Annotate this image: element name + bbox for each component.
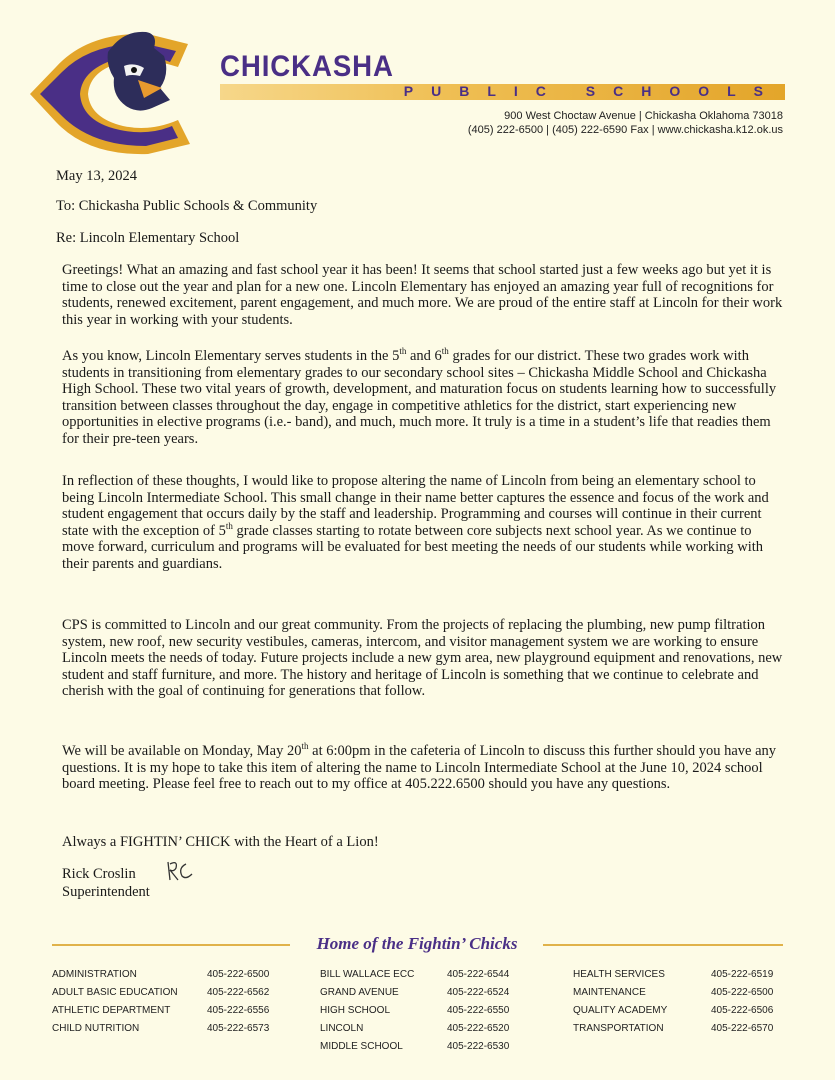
footer-rule — [52, 944, 290, 946]
signature-initials — [164, 858, 194, 884]
directory-row — [573, 984, 774, 1002]
text-span: As you know, Lincoln Elementary serves students in the 5 — [62, 348, 400, 364]
letter-recipient: To: Chickasha Public Schools & Community — [56, 198, 318, 214]
department-phone: 405-222-6519 — [711, 969, 774, 980]
paragraph-proposal — [62, 473, 784, 572]
address-line: 900 West Choctaw Avenue | Chickasha Oklahoma 73018 — [504, 110, 783, 122]
directory-row — [320, 1002, 510, 1020]
text-span: In reflection of these thoughts, I would like to propose altering the name of Lincoln from being an elementary school to being Lincoln Intermediate School. This small change in their name better captures the essence and focus of the work and student engagement that occurs daily by the staff and leadership. Programming and courses will continue in their current state with the exception of 5 — [62, 473, 769, 539]
directory-row — [320, 1038, 510, 1056]
text-span: and 6 — [406, 348, 442, 364]
department-name: MIDDLE SCHOOL — [320, 1041, 403, 1052]
ordinal-suffix: th — [225, 520, 233, 531]
directory-row — [52, 1020, 270, 1038]
text-span: grades for our district. These two grades work with students in transitioning from elementary grades to our secondary school sites – Chickasha Middle School and Chickasha High School. These two vital years of growth, development, and maturation focus on students learning how to successfully transition between classes throughout the day, engage in competitive athletics for the district, start experiencing new opportunities in elective programs (i.e.- band), and much, much more. It truly is a time in a student’s life that readies them for their pre-teen years. — [62, 348, 777, 447]
text-span: at 6:00pm in the cafeteria of Lincoln to discuss this further should you have any questions. It is my hope to take this item of altering the name to Lincoln Intermediate School at the June 10, 2024 school board meeting. Please feel free to reach out to my office at 405.222.6500 should you have any questions. — [62, 743, 777, 792]
paragraph-commitment: CPS is committed to Lincoln and our great community. From the projects of replacing the plumbing, new pump filtration system, new roof, new security vestibules, cameras, intercom, and visitor management system we are working to ensure Lincoln meets the needs of today. Future projects include a new gym area, new playground equipment and renovations, new student and staff furniture, and more. The history and heritage of Lincoln is something that we continue to celebrate and cherish with the goal of continuing for generations that follow. — [62, 617, 783, 699]
signer-name: Rick Croslin — [62, 866, 136, 882]
directory-row — [52, 966, 270, 984]
department-name: MAINTENANCE — [573, 987, 646, 998]
directory-column-2 — [320, 966, 510, 1056]
department-phone: 405-222-6500 — [711, 987, 774, 998]
directory-row — [320, 1020, 510, 1038]
department-name: LINCOLN — [320, 1023, 364, 1034]
paragraph-grades — [62, 348, 784, 447]
department-name: ATHLETIC DEPARTMENT — [52, 1005, 171, 1016]
department-phone: 405-222-6524 — [447, 987, 510, 998]
paragraph-greeting: Greetings! What an amazing and fast school year it has been! It seems that school started just a few weeks ago but yet it is time to close out the year and plan for a new one. Lincoln Elementary has enjoyed an amazing year full of recognitions for students, renewed excitement, parent engagement, and much more. We are proud of the entire staff at Lincoln for their work this year in working with your students. — [62, 262, 783, 328]
department-name: BILL WALLACE ECC — [320, 969, 415, 980]
district-subtitle: PUBLIC SCHOOLS — [403, 83, 781, 99]
directory-column-3 — [573, 966, 774, 1038]
footer-motto: Home of the Fightin’ Chicks — [316, 934, 518, 953]
department-name: QUALITY ACADEMY — [573, 1005, 668, 1016]
department-name: HEALTH SERVICES — [573, 969, 665, 980]
footer-rule — [543, 944, 783, 946]
directory-row — [320, 966, 510, 984]
directory-row — [573, 966, 774, 984]
directory-row — [320, 984, 510, 1002]
text-span: grade classes starting to rotate between core subjects next school year. As we continue to move forward, curriculum and programs will be evaluated for best meeting the needs of our students while working with their parents and guardians. — [62, 522, 764, 572]
directory-row — [52, 984, 270, 1002]
department-name: ADULT BASIC EDUCATION — [52, 987, 178, 998]
ordinal-suffix: th — [399, 346, 407, 357]
department-phone: 405-222-6562 — [207, 987, 270, 998]
department-name: GRAND AVENUE — [320, 987, 399, 998]
department-phone: 405-222-6570 — [711, 1023, 774, 1034]
ordinal-suffix: th — [441, 346, 449, 357]
department-phone: 405-222-6550 — [447, 1005, 510, 1016]
letter-subject: Re: Lincoln Elementary School — [56, 230, 240, 246]
directory-row — [52, 1002, 270, 1020]
department-phone: 405-222-6530 — [447, 1041, 510, 1052]
department-name: TRANSPORTATION — [573, 1023, 664, 1034]
department-phone: 405-222-6520 — [447, 1023, 510, 1034]
closing-line: Always a FIGHTIN’ CHICK with the Heart of a Lion! — [62, 834, 379, 850]
department-phone: 405-222-6556 — [207, 1005, 270, 1016]
text-span: We will be available on Monday, May 20 — [62, 743, 302, 759]
district-name: CHICKASHA — [220, 50, 394, 83]
department-name: HIGH SCHOOL — [320, 1005, 391, 1016]
directory-column-1 — [52, 966, 270, 1038]
directory-row — [573, 1020, 774, 1038]
department-phone: 405-222-6573 — [207, 1023, 270, 1034]
contact-line: (405) 222-6500 | (405) 222-6590 Fax | www.chickasha.k12.ok.us — [467, 124, 783, 136]
department-name: CHILD NUTRITION — [52, 1023, 140, 1034]
letter-date: May 13, 2024 — [56, 168, 137, 184]
signer-title: Superintendent — [62, 884, 150, 900]
chickasha-chick-logo — [28, 22, 218, 157]
department-phone: 405-222-6500 — [207, 969, 270, 980]
letterhead-address — [468, 109, 783, 137]
department-name: ADMINISTRATION — [52, 969, 137, 980]
paragraph-meeting — [62, 743, 784, 793]
department-phone: 405-222-6544 — [447, 969, 510, 980]
directory-row — [573, 1002, 774, 1020]
ordinal-suffix: th — [301, 741, 309, 752]
department-phone: 405-222-6506 — [711, 1005, 774, 1016]
